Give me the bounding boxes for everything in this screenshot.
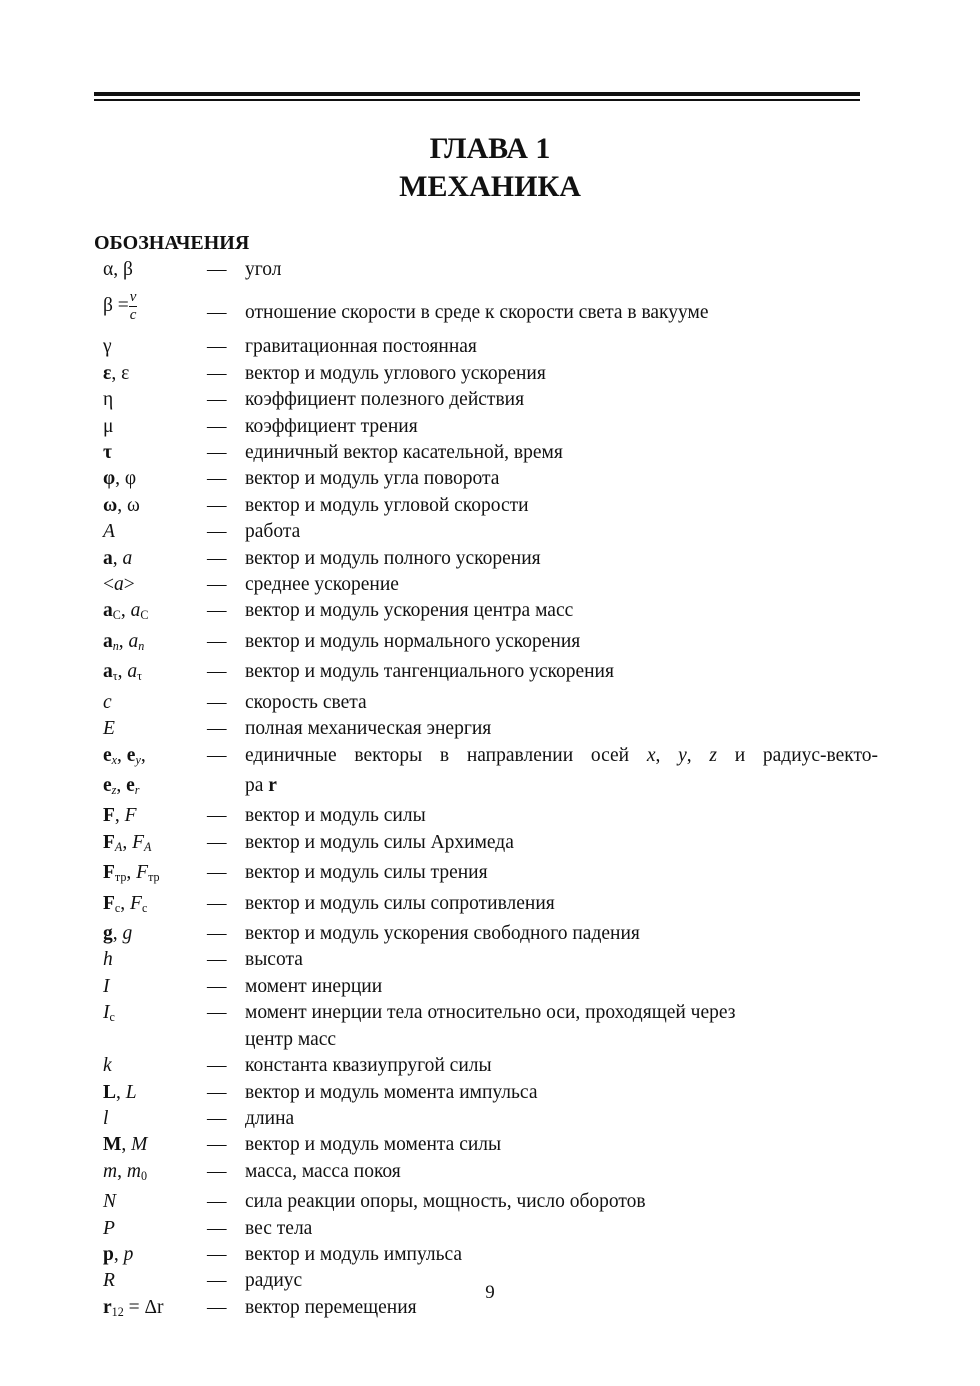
symbol: A [103, 521, 115, 543]
symbol: ω, ω [103, 494, 140, 516]
description: единичный вектор касательной, время [245, 442, 563, 464]
dash: — [207, 259, 227, 280]
description: вектор и модуль импульса [245, 1243, 463, 1265]
dash: — [207, 547, 227, 569]
chapter-title: МЕХАНИКА [399, 170, 581, 203]
list-item [103, 743, 878, 773]
symbol: c [103, 691, 112, 713]
symbol: $F_A$, $F_A$ [103, 831, 152, 854]
dash: — [207, 1270, 227, 1292]
symbol: <a> [103, 574, 135, 596]
dash: — [207, 1055, 227, 1077]
list-item [103, 1000, 878, 1053]
symbol: $a_n$, $a_n$ [103, 630, 145, 653]
description: вектор и модуль полного ускорения [245, 547, 541, 569]
symbol: α, β [103, 259, 133, 280]
dash: — [207, 574, 227, 596]
dash: — [207, 949, 227, 971]
dash-spacer [207, 773, 245, 803]
list-item [103, 466, 878, 492]
dash: — [207, 1217, 227, 1239]
description: вектор и модуль угла поворота [245, 468, 500, 490]
section-heading: ОБОЗНАЧЕНИЯ [94, 232, 250, 254]
symbol: L, L [103, 1081, 137, 1103]
list-item [103, 1189, 878, 1215]
list-item [103, 803, 878, 829]
list-item [103, 1216, 878, 1242]
description: длина [245, 1107, 295, 1129]
symbol: h [103, 949, 113, 971]
header-rule-thick [94, 92, 860, 96]
dash: — [207, 521, 227, 543]
dash: — [207, 718, 227, 740]
dash: — [207, 661, 227, 683]
symbol: $F_{тр}$, $F_{тр}$ [103, 862, 160, 885]
list-item [103, 629, 878, 659]
dash: — [207, 805, 227, 827]
dash: — [207, 442, 227, 464]
description: сила реакции опоры, мощность, число оборотов [245, 1191, 646, 1213]
dash: — [207, 691, 227, 713]
description: вектор и модуль нормального ускорения [245, 630, 581, 652]
description: константа квазиупругой силы [245, 1055, 492, 1077]
dash: — [207, 494, 227, 516]
dash: — [207, 744, 227, 766]
symbol: $r_{12} = \Delta r$ [103, 1296, 164, 1319]
dash: — [207, 336, 227, 358]
description: момент инерции тела относительно оси, проходящей через центр масс [245, 1002, 736, 1050]
dash: — [207, 862, 227, 884]
list-item [103, 414, 878, 440]
dash: — [207, 600, 227, 622]
description: вектор и модуль силы [245, 805, 426, 827]
list-item [103, 283, 878, 334]
list-item [103, 1080, 878, 1106]
description: работа [245, 521, 301, 543]
symbol: τ [103, 442, 112, 464]
list-item [103, 659, 878, 689]
list-item [103, 1132, 878, 1158]
notation-list [103, 257, 878, 1325]
symbol: k [103, 1055, 112, 1077]
description: угол [245, 259, 282, 280]
list-item [103, 598, 878, 628]
description: коэффициент трения [245, 415, 418, 437]
description: вектор и модуль ускорения центра масс [245, 600, 574, 622]
list-item [103, 690, 878, 716]
dash: — [207, 1296, 227, 1318]
description: вектор и модуль силы сопротивления [245, 892, 555, 914]
description: отношение скорости в среде к скорости света в вакууме [245, 302, 709, 324]
list-item [103, 860, 878, 890]
description: вектор и модуль ускорения свободного падения [245, 923, 640, 945]
list-item [103, 947, 878, 973]
description: вектор и модуль тангенциального ускорения [245, 661, 614, 683]
dash: — [207, 892, 227, 914]
symbol: $a_\tau$, $a_\tau$ [103, 661, 142, 684]
dash: — [207, 975, 227, 997]
list-item [103, 830, 878, 860]
list-item [103, 572, 878, 598]
description: вектор и модуль силы Архимеда [245, 831, 514, 853]
symbol: R [103, 1270, 115, 1292]
symbol: a, a [103, 547, 133, 569]
dash: — [207, 1160, 227, 1182]
description: масса, масса покоя [245, 1160, 401, 1182]
list-item [103, 1159, 878, 1189]
symbol: ε, ε [103, 362, 130, 384]
dash: — [207, 630, 227, 652]
description: вектор и модуль силы трения [245, 862, 488, 884]
description: гравитационная постоянная [245, 336, 477, 358]
dash: — [207, 1081, 227, 1103]
description: вектор и модуль углового ускорения [245, 362, 546, 384]
dash: — [207, 415, 227, 437]
symbol: p, p [103, 1243, 134, 1265]
symbol: I [103, 975, 110, 997]
dash: — [207, 923, 227, 945]
dash: — [207, 1002, 227, 1024]
symbol: P [103, 1217, 115, 1239]
symbol: E [103, 718, 115, 740]
dash: — [207, 1107, 227, 1129]
symbol: φ, φ [103, 468, 137, 490]
description: вектор и модуль момента импульса [245, 1081, 538, 1103]
symbol: β = $\frac{v}{c}$ [103, 289, 137, 324]
list-item [103, 974, 878, 1000]
symbol: l [103, 1107, 109, 1129]
dash: — [207, 389, 227, 411]
description: ра r [245, 774, 277, 796]
chapter-number: ГЛАВА 1 [429, 132, 551, 165]
symbol: g, g [103, 923, 133, 945]
symbol: μ [103, 415, 114, 437]
description: вес тела [245, 1217, 313, 1239]
list-item [103, 361, 878, 387]
symbol: $F_с$, $F_с$ [103, 892, 148, 915]
symbol: N [103, 1191, 117, 1213]
header-rule-thin [94, 99, 860, 101]
symbol: m, $m_0$ [103, 1160, 147, 1183]
list-item [103, 440, 878, 466]
description: радиус [245, 1270, 303, 1292]
description: вектор и модуль угловой скорости [245, 494, 529, 516]
symbol: $I_с$ [103, 1002, 115, 1025]
list-item [103, 546, 878, 572]
list-item [103, 891, 878, 921]
page-number: 9 [485, 1282, 495, 1303]
dash: — [207, 1134, 227, 1156]
description: высота [245, 949, 303, 971]
description: единичные векторы в направлении осей x, y, z и радиус-векто- [245, 744, 879, 766]
symbol: $e_x$, $e_y$, [103, 744, 146, 767]
fraction: $\frac{v}{c}$ [129, 289, 137, 324]
list-item [103, 921, 878, 947]
dash: — [207, 831, 227, 853]
description: коэффициент полезного действия [245, 389, 525, 411]
list-item [103, 716, 878, 742]
symbol: F, F [103, 805, 137, 827]
list-item [103, 387, 878, 413]
description: вектор перемещения [245, 1296, 417, 1318]
description: скорость света [245, 691, 367, 713]
dash: — [207, 468, 227, 490]
symbol: $a_C$, $a_C$ [103, 600, 149, 623]
description: среднее ускорение [245, 574, 399, 596]
dash: — [207, 1191, 227, 1213]
description: момент инерции [245, 975, 383, 997]
list-item [103, 257, 878, 283]
dash: — [207, 1243, 227, 1265]
symbol: $e_z$, $e_r$ [103, 774, 140, 797]
list-item [103, 493, 878, 519]
dash: — [207, 362, 227, 384]
description: вектор и модуль момента силы [245, 1134, 502, 1156]
list-item [103, 1106, 878, 1132]
list-item [103, 519, 878, 545]
symbol: γ [103, 336, 112, 358]
dash: — [207, 302, 227, 324]
list-item [103, 1053, 878, 1079]
symbol: M, M [103, 1134, 148, 1156]
list-item [103, 334, 878, 360]
list-item [103, 773, 878, 803]
description: полная механическая энергия [245, 718, 492, 740]
list-item [103, 1242, 878, 1268]
symbol: η [103, 389, 114, 411]
